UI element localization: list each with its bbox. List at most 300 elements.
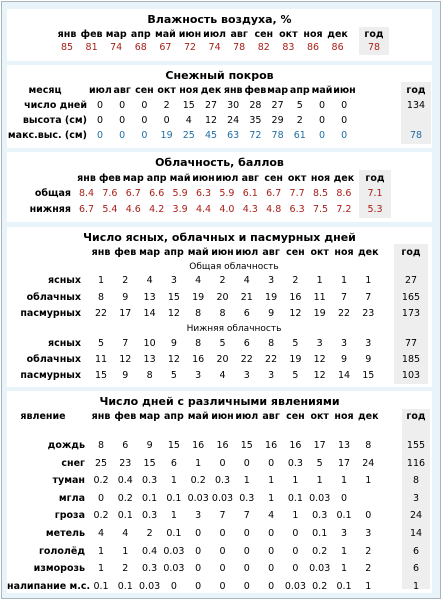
- days-value: 3: [340, 338, 348, 349]
- snow-value: 0: [96, 130, 104, 141]
- phenomenon-value: 1: [365, 581, 372, 592]
- days-value: 7: [122, 338, 129, 349]
- phenomenon-label: изморозь: [33, 563, 85, 574]
- phenomenon-year-value: 14: [409, 528, 423, 539]
- phenomenon-value: 0: [170, 581, 177, 592]
- phenomenon-value: 16: [216, 440, 229, 451]
- days-row-label: облачных: [26, 354, 81, 365]
- humidity-value: 74: [208, 42, 221, 53]
- phenomenon-value: 0: [268, 563, 275, 574]
- phenomenon-value: 16: [289, 440, 302, 451]
- days-value: 22: [94, 308, 108, 319]
- month-header: апр: [289, 85, 310, 96]
- month-header: авг: [241, 173, 259, 184]
- phenomenon-value: 0.2: [312, 546, 328, 557]
- phenomenon-year-value: 155: [406, 440, 426, 451]
- days-value: 14: [143, 308, 156, 319]
- phenomenon-value: 1: [292, 475, 299, 486]
- month-header: фев: [244, 85, 267, 96]
- month-header: май: [154, 29, 176, 40]
- days-value: 3: [268, 275, 275, 286]
- phenomenon-value: 0.1: [336, 581, 352, 592]
- days-value: 5: [97, 338, 105, 349]
- days-row-label: ясных: [47, 338, 81, 349]
- snow-value: 24: [227, 115, 240, 126]
- phenomenon-year-value: 6: [412, 563, 420, 574]
- month-header: ноя: [179, 85, 199, 96]
- days-value: 5: [292, 338, 299, 349]
- phenomenon-value: 0.03: [309, 493, 331, 504]
- month-header: июл: [235, 247, 259, 258]
- phenomenon-value: 1: [365, 475, 372, 486]
- humidity-value: 85: [60, 42, 74, 53]
- phenomenon-value: 0.2: [190, 475, 206, 486]
- month-header: янв: [223, 85, 243, 96]
- cloud-value: 7.7: [289, 188, 305, 199]
- snow-value: 0: [141, 100, 148, 111]
- days-value: 2: [219, 275, 226, 286]
- month-header: май: [187, 247, 209, 258]
- days-value: 1: [97, 275, 105, 286]
- snow-value: 12: [204, 115, 218, 126]
- month-header: мар: [139, 247, 161, 258]
- days-value: 8: [219, 308, 226, 319]
- phenomenon-value: 8: [97, 440, 105, 451]
- days-value: 16: [289, 292, 302, 303]
- days-value: 22: [265, 354, 278, 365]
- snow-value: 0: [141, 130, 148, 141]
- days-value: 6: [243, 338, 250, 349]
- days-value: 8: [268, 338, 275, 349]
- phenomenon-value: 0: [292, 563, 299, 574]
- phenomenon-value: 4: [122, 528, 129, 539]
- snow-value: 30: [227, 100, 240, 111]
- month-header: июл: [203, 29, 227, 40]
- days-value: 20: [216, 292, 229, 303]
- phenomenon-year-value: 6: [412, 546, 420, 557]
- month-header: июн: [178, 29, 202, 40]
- phenomenon-value: 0.3: [239, 493, 255, 504]
- month-header: дек: [200, 85, 222, 96]
- snow-value: 0: [318, 100, 326, 111]
- snow-value: 27: [204, 100, 218, 111]
- phenomenon-value: 1: [268, 475, 275, 486]
- phenomenon-value: 0: [268, 546, 275, 557]
- phenomenon-value: 13: [337, 440, 351, 451]
- phenomenon-value: 0: [243, 563, 250, 574]
- snow-year-value: 134: [406, 100, 426, 111]
- month-header: фев: [98, 173, 121, 184]
- phenomenon-value: 15: [167, 440, 180, 451]
- month-header: ноя: [334, 247, 354, 258]
- days-value: 3: [195, 370, 202, 381]
- days-value: 15: [362, 370, 375, 381]
- days-value: 19: [192, 292, 205, 303]
- days-value: 12: [167, 308, 180, 319]
- days-value: 5: [219, 338, 226, 349]
- humidity-value: 72: [183, 42, 197, 53]
- phenomenon-value: 0: [292, 528, 299, 539]
- cloud-value: 7.5: [312, 204, 329, 215]
- days-value: 11: [313, 292, 326, 303]
- phenomenon-value: 9: [146, 440, 153, 451]
- phenomenon-value: 8: [365, 440, 372, 451]
- phenomenon-value: 0.1: [117, 581, 133, 592]
- days-value: 8: [146, 370, 153, 381]
- days-value: 9: [170, 338, 177, 349]
- phenomenon-value: 0: [219, 581, 226, 592]
- phenomenon-value: 15: [143, 458, 156, 469]
- phenomenon-value: 0.2: [117, 493, 133, 504]
- phenomenon-value: 0.1: [117, 510, 133, 521]
- snow-value: 0: [96, 115, 104, 126]
- humidity-value: 83: [282, 42, 295, 53]
- phenomenon-value: 0.2: [93, 510, 109, 521]
- phenomenon-value: 0: [268, 458, 275, 469]
- phenomenon-value: 0: [195, 563, 202, 574]
- days-year-value: 103: [401, 370, 421, 381]
- month-header: дек: [358, 411, 379, 422]
- cloud-year-value: 7.1: [367, 188, 383, 199]
- phenomenon-value: 1: [243, 475, 250, 486]
- snow-row-label: высота (см): [22, 115, 87, 126]
- phenomenon-year-value: 8: [412, 475, 420, 486]
- month-header: дек: [358, 247, 379, 258]
- snow-value: 45: [204, 130, 218, 141]
- snow-value: 0: [341, 130, 348, 141]
- humidity-value: 67: [159, 42, 172, 53]
- phenomenon-value: 1: [170, 510, 177, 521]
- days-value: 7: [365, 292, 372, 303]
- phenomenon-value: 7: [219, 510, 226, 521]
- month-header: июл: [215, 173, 239, 184]
- phenomenon-value: 0.4: [117, 475, 133, 486]
- snow-row-label: число дней: [24, 100, 87, 111]
- days-value: 19: [265, 292, 278, 303]
- phenomenon-value: 1: [316, 475, 323, 486]
- humidity-panel: [7, 9, 432, 61]
- phenomenon-value: 0.1: [166, 493, 182, 504]
- days-value: 8: [195, 308, 202, 319]
- month-header: авг: [113, 85, 131, 96]
- days-value: 12: [167, 354, 180, 365]
- cloud-year-value: 5.3: [367, 204, 383, 215]
- phenomenon-value: 0: [292, 546, 299, 557]
- days-value: 22: [240, 354, 253, 365]
- phenomenon-value: 2: [146, 528, 153, 539]
- phenomenon-value: 0.03: [284, 581, 306, 592]
- days-year-value: 173: [401, 308, 421, 319]
- snow-value: 4: [185, 115, 192, 126]
- month-header: янв: [91, 411, 111, 422]
- month-header: янв: [91, 247, 111, 258]
- phenomenon-value: 1: [97, 563, 105, 574]
- phenomenon-value: 24: [362, 458, 375, 469]
- days-value: 5: [292, 370, 299, 381]
- phenomenon-value: 1: [122, 546, 129, 557]
- month-header: сен: [254, 29, 274, 40]
- phenomenon-value: 0.4: [142, 546, 158, 557]
- days-value: 12: [289, 308, 302, 319]
- days-value: 17: [119, 308, 132, 319]
- cloud-title: Облачность, баллов: [155, 156, 284, 169]
- month-header: дек: [327, 29, 348, 40]
- phenomenon-value: 0: [195, 546, 202, 557]
- month-header: июн: [192, 173, 215, 184]
- phenomenon-value: 0: [97, 493, 105, 504]
- phenomenon-value: 0: [268, 528, 275, 539]
- days-value: 8: [97, 292, 105, 303]
- month-header: июн: [211, 247, 234, 258]
- days-value: 2: [122, 275, 129, 286]
- phenomenon-value: 1: [97, 546, 105, 557]
- phenomenon-value: 0.03: [163, 563, 185, 574]
- snow-value: 25: [182, 130, 195, 141]
- phenomenon-value: 16: [192, 440, 205, 451]
- phenomenon-value: 0: [195, 528, 202, 539]
- phenomenon-value: 1: [170, 475, 177, 486]
- cloud-value: 6.1: [242, 188, 258, 199]
- days-value: 15: [94, 370, 108, 381]
- month-header: мар: [139, 411, 161, 422]
- snow-value: 63: [227, 130, 240, 141]
- days-value: 13: [143, 354, 156, 365]
- days-value: 1: [340, 275, 348, 286]
- phenomenon-value: 17: [337, 458, 351, 469]
- days-row-label: облачных: [26, 292, 81, 303]
- days-value: 5: [170, 370, 177, 381]
- month-header: янв: [57, 29, 77, 40]
- month-header: май: [187, 411, 209, 422]
- phenomenon-value: 0.1: [166, 528, 182, 539]
- month-header: авг: [262, 411, 280, 422]
- month-header: май: [169, 173, 191, 184]
- snow-value: 61: [293, 130, 306, 141]
- month-header: ноя: [310, 173, 331, 184]
- cloud-value: 4.0: [219, 204, 235, 215]
- month-header: май: [311, 85, 333, 96]
- phenomenon-value: 0.3: [142, 563, 158, 574]
- snow-value: 2: [296, 115, 303, 126]
- cloud-value: 4.3: [242, 204, 258, 215]
- cloud-value: 5.9: [219, 188, 235, 199]
- phenomena-title: Число дней с различными явлениями: [99, 395, 340, 408]
- month-header: фев: [114, 247, 137, 258]
- phenomenon-value: 6: [170, 458, 177, 469]
- phenomenon-value: 0.03: [187, 493, 209, 504]
- days-value: 15: [167, 292, 180, 303]
- snow-value: 0: [119, 130, 126, 141]
- phenomenon-value: 15: [240, 440, 253, 451]
- snow-value: 0: [341, 100, 348, 111]
- year-header: год: [406, 85, 426, 96]
- month-header: окт: [310, 411, 329, 422]
- phenomenon-value: 16: [265, 440, 278, 451]
- month-header: апр: [130, 29, 151, 40]
- days-row-label: пасмурных: [20, 370, 81, 381]
- phenomenon-label: гололёд: [38, 546, 85, 557]
- month-header: окт: [287, 173, 307, 184]
- month-header: июн: [333, 85, 356, 96]
- phenomenon-value: 0: [243, 528, 250, 539]
- month-header: дек: [333, 173, 355, 184]
- days-value: 8: [195, 338, 202, 349]
- month-header: сен: [286, 411, 305, 422]
- phenomenon-value: 0: [219, 546, 226, 557]
- phenomenon-label: снег: [61, 458, 85, 469]
- phenomenon-value: 1: [292, 510, 299, 521]
- days-value: 21: [240, 292, 253, 303]
- humidity-value: 86: [306, 42, 320, 53]
- low-cloud-caption: Нижняя облачность: [186, 324, 282, 334]
- phenomenon-value: 0.2: [93, 475, 109, 486]
- snow-value: 0: [163, 115, 170, 126]
- cloud-value: 6.3: [195, 188, 212, 199]
- days-value: 10: [143, 338, 156, 349]
- snow-header-label: месяц: [28, 85, 62, 96]
- cloud-value: 4.2: [149, 204, 165, 215]
- days-value: 3: [316, 338, 323, 349]
- phenomenon-value: 0: [219, 528, 226, 539]
- cloud-value: 7.2: [336, 204, 352, 215]
- days-value: 14: [337, 370, 351, 381]
- cloud-value: 4.4: [195, 204, 212, 215]
- month-header: мар: [105, 29, 127, 40]
- phenomenon-value: 5: [316, 458, 323, 469]
- month-header: апр: [164, 411, 184, 422]
- humidity-value: 78: [233, 42, 246, 53]
- days-value: 6: [243, 308, 250, 319]
- cloud-panel: [7, 152, 432, 222]
- snow-value: 35: [249, 115, 262, 126]
- cloud-value: 5.4: [102, 204, 118, 215]
- phenomenon-value: 4: [268, 510, 275, 521]
- humidity-title: Влажность воздуха, %: [147, 13, 292, 26]
- phenomenon-label: гроза: [54, 510, 85, 521]
- phenomenon-value: 1: [268, 493, 275, 504]
- cloud-value: 6.7: [266, 188, 282, 199]
- month-header: окт: [310, 247, 329, 258]
- phenomenon-label: мгла: [58, 493, 85, 504]
- month-header: ноя: [303, 29, 323, 40]
- days-value: 16: [192, 354, 205, 365]
- days-value: 4: [243, 275, 250, 286]
- days-value: 12: [313, 354, 326, 365]
- cloud-value: 6.7: [125, 188, 141, 199]
- phenomenon-value: 2: [122, 563, 129, 574]
- phenomenon-label: метель: [45, 528, 85, 539]
- year-header: год: [365, 173, 385, 184]
- phenomenon-value: 0.3: [312, 510, 328, 521]
- humidity-value: 68: [134, 42, 147, 53]
- phenomenon-label: туман: [52, 475, 85, 486]
- phenomenon-label: дождь: [47, 440, 85, 451]
- snow-panel: [7, 65, 432, 148]
- phenomenon-value: 25: [94, 458, 108, 469]
- days-row-label: ясных: [47, 275, 81, 286]
- days-value: 3: [170, 275, 177, 286]
- days-value: 9: [365, 354, 372, 365]
- days-value: 3: [365, 338, 372, 349]
- phenomenon-value: 4: [97, 528, 105, 539]
- days-row-label: пасмурных: [20, 308, 81, 319]
- snow-title: Снежный покров: [165, 69, 274, 82]
- snow-value: 78: [271, 130, 284, 141]
- snow-value: 0: [96, 100, 104, 111]
- snow-value: 29: [271, 115, 284, 126]
- month-header: сен: [264, 173, 283, 184]
- phenomenon-value: 0.03: [211, 493, 234, 504]
- month-header: фев: [114, 411, 137, 422]
- days-value: 3: [268, 370, 275, 381]
- snow-value: 19: [160, 130, 173, 141]
- phenomenon-value: 0: [195, 581, 202, 592]
- days-value: 2: [292, 275, 299, 286]
- phenomenon-value: 0.1: [312, 528, 328, 539]
- cloud-row-label: нижняя: [29, 204, 71, 215]
- month-header: апр: [146, 173, 167, 184]
- cloud-value: 8.5: [312, 188, 329, 199]
- snow-value: 0: [318, 115, 326, 126]
- days-value: 4: [195, 275, 202, 286]
- phenomenon-value: 17: [313, 440, 326, 451]
- phenomenon-value: 0: [219, 458, 226, 469]
- month-header: авг: [230, 29, 248, 40]
- cloud-value: 4.8: [266, 204, 282, 215]
- phenomenon-value: 0.3: [142, 510, 158, 521]
- days-value: 7: [340, 292, 348, 303]
- month-header: сен: [135, 85, 154, 96]
- phenomenon-value: 0.3: [287, 458, 303, 469]
- days-value: 9: [122, 292, 129, 303]
- phenomenon-value: 0.1: [336, 510, 352, 521]
- cloud-value: 5.9: [172, 188, 188, 199]
- phenomenon-value: 1: [340, 546, 348, 557]
- phenomenon-year-value: 3: [412, 493, 420, 504]
- phenomenon-value: 0.1: [287, 493, 303, 504]
- days-value: 12: [313, 370, 326, 381]
- month-header: окт: [279, 29, 298, 40]
- phenomenon-year-value: 24: [409, 510, 423, 521]
- humidity-value: 81: [85, 42, 98, 53]
- month-header: мар: [122, 173, 144, 184]
- month-header: июл: [89, 85, 112, 96]
- phenomenon-value: 0: [219, 563, 226, 574]
- phenomena-panel: [7, 391, 432, 593]
- month-header: окт: [157, 85, 176, 96]
- phenomenon-year-value: 1: [412, 581, 420, 592]
- phenomenon-value: 0.3: [142, 475, 158, 486]
- cloud-value: 8.4: [78, 188, 95, 199]
- phenomenon-value: 0.03: [139, 581, 161, 592]
- phenomenon-value: 0: [243, 581, 250, 592]
- phenomenon-value: 0: [243, 546, 250, 557]
- phenomenon-value: 0.03: [163, 546, 185, 557]
- days-panel: [7, 227, 432, 387]
- year-header: год: [406, 411, 426, 422]
- phenomenon-label: налипание м.с.: [7, 581, 91, 592]
- cloud-value: 7.6: [102, 188, 118, 199]
- phenomenon-value: 3: [365, 528, 372, 539]
- days-value: 19: [313, 308, 326, 319]
- days-value: 13: [143, 292, 156, 303]
- phenomenon-year-value: 116: [406, 458, 426, 469]
- days-value: 4: [146, 275, 153, 286]
- days-value: 22: [337, 308, 351, 319]
- days-year-value: 27: [404, 275, 418, 286]
- phenomenon-value: 0.1: [93, 581, 109, 592]
- days-year-value: 77: [404, 338, 418, 349]
